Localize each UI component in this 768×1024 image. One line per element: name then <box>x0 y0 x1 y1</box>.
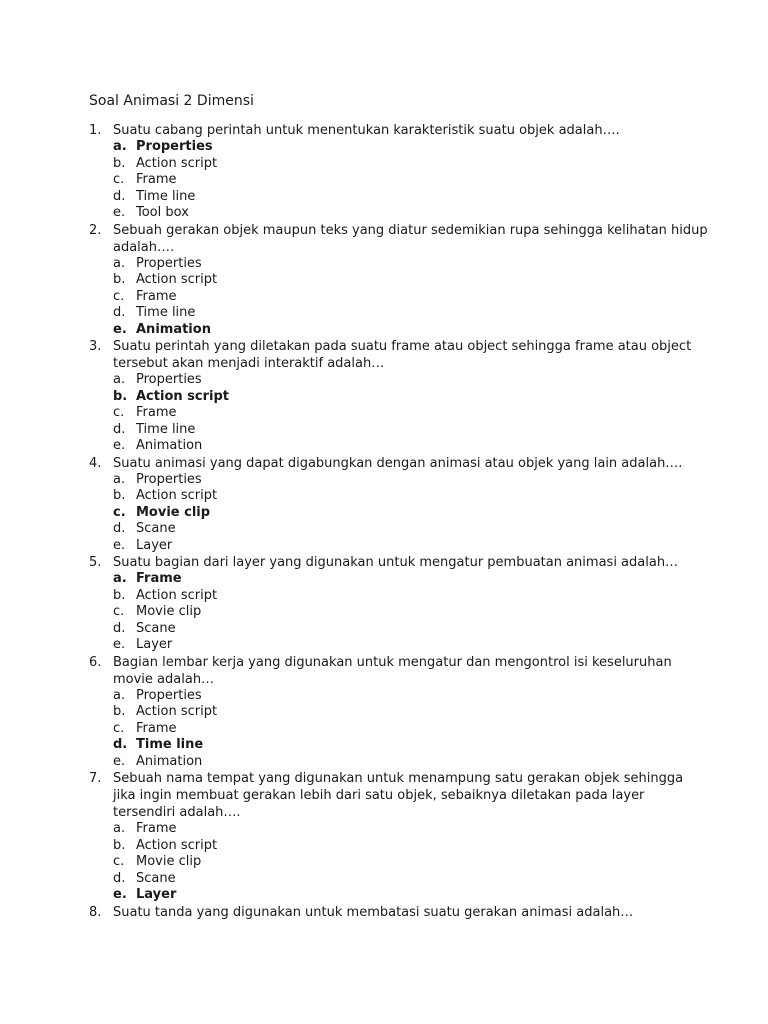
option-letter: c. <box>113 504 126 520</box>
option-list <box>113 688 708 771</box>
option-text: Movie clip <box>136 604 202 619</box>
option-item <box>113 405 708 422</box>
option-item-answer <box>113 389 708 406</box>
option-list <box>113 472 708 555</box>
question-number: 2. <box>89 222 102 238</box>
option-text: Action script <box>136 587 218 603</box>
option-letter: d. <box>113 421 126 437</box>
option-list <box>113 821 708 904</box>
option-text: Action script <box>136 837 218 853</box>
option-list <box>113 571 708 654</box>
option-text: Properties <box>136 687 202 703</box>
option-text: Movie clip <box>136 504 211 520</box>
option-item <box>113 704 708 721</box>
document-title: Soal Animasi 2 Dimensi <box>89 93 254 109</box>
option-letter: d. <box>113 870 126 886</box>
option-item <box>113 588 708 605</box>
question-text: Sebuah gerakan objek maupun teks yang diatur sedemikian rupa sehingga kelihatan hidup adalah…. <box>113 222 708 255</box>
option-letter: e. <box>113 887 127 902</box>
option-text: Properties <box>136 471 202 487</box>
option-item <box>113 272 708 289</box>
option-text: Action script <box>136 388 229 404</box>
option-letter: d. <box>113 521 126 536</box>
option-item <box>113 538 708 555</box>
option-item <box>113 205 708 222</box>
option-item <box>113 521 708 538</box>
option-letter: d. <box>113 305 126 320</box>
option-item-answer <box>113 737 708 754</box>
option-letter: a. <box>113 255 126 271</box>
option-text: Scane <box>136 870 176 886</box>
option-text: Action script <box>136 272 218 287</box>
question-list <box>89 122 708 921</box>
option-text: Frame <box>136 288 177 304</box>
option-text: Frame <box>136 172 177 187</box>
option-item-answer <box>113 505 708 522</box>
option-text: Animation <box>136 438 203 453</box>
option-item <box>113 156 708 173</box>
option-letter: e. <box>113 753 126 769</box>
option-item <box>113 422 708 439</box>
option-letter: c. <box>113 172 125 187</box>
option-text: Animation <box>136 321 211 337</box>
option-item-answer <box>113 322 708 339</box>
question-text: Suatu animasi yang dapat digabungkan dengan animasi atau objek yang lain adalah…. <box>113 455 683 471</box>
question-text: Suatu cabang perintah untuk menentukan karakteristik suatu objek adalah…. <box>113 123 620 138</box>
option-list <box>113 372 708 455</box>
option-item <box>113 854 708 871</box>
option-item <box>113 721 708 738</box>
option-item <box>113 172 708 189</box>
question-item <box>89 455 708 555</box>
option-item <box>113 305 708 322</box>
option-item-answer <box>113 571 708 588</box>
question-number: 1. <box>89 123 102 138</box>
option-text: Movie clip <box>136 854 202 869</box>
option-letter: a. <box>113 821 126 836</box>
option-letter: a. <box>113 139 127 154</box>
option-letter: d. <box>113 737 128 752</box>
option-text: Time line <box>136 737 204 752</box>
option-item <box>113 688 708 705</box>
option-letter: c. <box>113 288 125 304</box>
option-item <box>113 256 708 273</box>
option-text: Action script <box>136 704 218 719</box>
option-text: Tool box <box>136 205 189 220</box>
option-item-answer <box>113 887 708 904</box>
option-letter: b. <box>113 837 126 853</box>
option-letter: a. <box>113 687 126 703</box>
option-letter: c. <box>113 854 125 869</box>
option-item <box>113 871 708 888</box>
option-letter: b. <box>113 155 126 171</box>
option-item-answer <box>113 139 708 156</box>
option-letter: e. <box>113 205 126 220</box>
option-letter: e. <box>113 438 126 453</box>
option-text: Time line <box>136 188 196 204</box>
option-text: Frame <box>136 720 177 736</box>
option-item <box>113 488 708 505</box>
option-item <box>113 604 708 621</box>
option-letter: b. <box>113 488 126 503</box>
option-item <box>113 472 708 489</box>
option-letter: b. <box>113 587 126 603</box>
option-item <box>113 838 708 855</box>
question-item <box>89 554 708 654</box>
option-text: Layer <box>136 637 173 652</box>
option-letter: e. <box>113 321 127 337</box>
option-text: Properties <box>136 139 213 154</box>
question-text: Suatu bagian dari layer yang digunakan untuk mengatur pembuatan animasi adalah… <box>113 555 679 570</box>
option-item <box>113 621 708 638</box>
option-letter: e. <box>113 537 126 553</box>
option-text: Frame <box>136 821 177 836</box>
option-letter: e. <box>113 637 126 652</box>
question-number: 3. <box>89 339 102 354</box>
question-item <box>89 904 708 921</box>
option-letter: a. <box>113 471 126 487</box>
option-letter: d. <box>113 620 126 636</box>
option-letter: a. <box>113 571 127 586</box>
option-text: Action script <box>136 488 218 503</box>
option-text: Frame <box>136 571 182 586</box>
option-letter: c. <box>113 405 125 420</box>
question-item <box>89 338 708 455</box>
question-number: 7. <box>89 771 102 786</box>
question-text: Bagian lembar kerja yang digunakan untuk mengatur dan mengontrol isi keseluruhan movie adalah… <box>113 654 672 687</box>
question-item <box>89 122 708 222</box>
question-number: 4. <box>89 455 102 471</box>
option-item <box>113 438 708 455</box>
option-list <box>113 139 708 222</box>
option-item <box>113 372 708 389</box>
option-list <box>113 256 708 339</box>
option-text: Frame <box>136 405 177 420</box>
option-text: Layer <box>136 537 173 553</box>
option-text: Action script <box>136 155 218 171</box>
option-text: Scane <box>136 521 176 536</box>
question-text: Suatu tanda yang digunakan untuk membatasi suatu gerakan animasi adalah… <box>113 904 634 920</box>
option-text: Time line <box>136 305 196 320</box>
question-item <box>89 654 708 771</box>
question-number: 6. <box>89 654 102 670</box>
option-text: Time line <box>136 421 196 437</box>
option-text: Properties <box>136 255 202 271</box>
question-text: Sebuah nama tempat yang digunakan untuk menampung satu gerakan objek sehingga jika ingin membuat gerakan lebih dari satu objek, sebaiknya diletakan pada layer tersendiri adalah…. <box>113 771 684 820</box>
option-text: Layer <box>136 887 177 902</box>
option-item <box>113 289 708 306</box>
option-letter: d. <box>113 188 126 204</box>
option-item <box>113 637 708 654</box>
option-letter: c. <box>113 604 125 619</box>
option-letter: a. <box>113 372 126 387</box>
option-item <box>113 754 708 771</box>
option-item <box>113 821 708 838</box>
option-letter: b. <box>113 272 126 287</box>
option-text: Scane <box>136 620 176 636</box>
option-text: Animation <box>136 753 203 769</box>
question-text: Suatu perintah yang diletakan pada suatu frame atau object sehingga frame atau object tersebut akan menjadi interaktif adalah… <box>113 339 692 371</box>
question-number: 8. <box>89 904 102 920</box>
option-letter: c. <box>113 720 125 736</box>
question-item <box>89 770 708 904</box>
option-text: Properties <box>136 372 202 387</box>
option-item <box>113 189 708 206</box>
option-letter: b. <box>113 388 128 404</box>
question-item <box>89 222 708 339</box>
option-letter: b. <box>113 704 126 719</box>
question-number: 5. <box>89 555 102 570</box>
